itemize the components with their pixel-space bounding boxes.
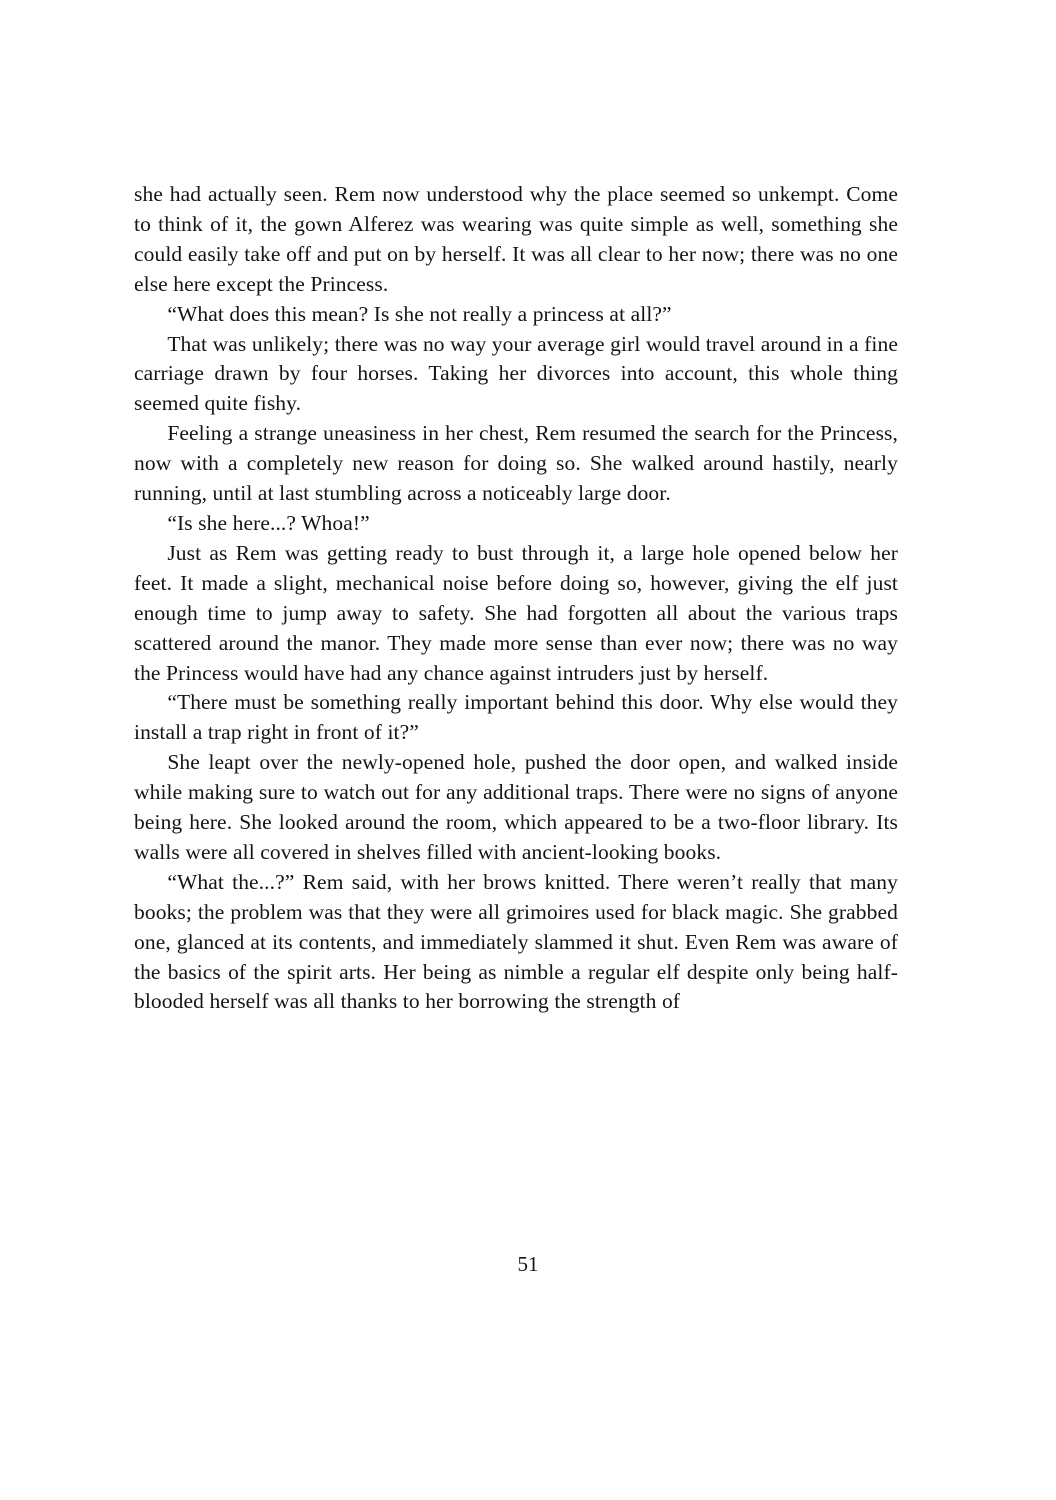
paragraph: She leapt over the newly-opened hole, pushed the door open, and walked inside while making sure to watch out for any additional traps. There were no signs of anyone being here. She looked around the room, which appeared to be a two-floor library. Its walls were all covered in shelves filled with ancient-looking books. [134, 750, 898, 864]
paragraph: That was unlikely; there was no way your average girl would travel around in a fine carriage drawn by four horses. Taking her divorces into account, this whole thing seemed quite fishy. [134, 331, 898, 416]
body-text [134, 180, 898, 1017]
paragraph: Just as Rem was getting ready to bust through it, a large hole opened below her feet. It made a slight, mechanical noise before doing so, however, giving the elf just enough time to jump away to safety. She had forgotten all about the various traps scattered around the manor. They made more sense than ever now; there was no way the Princess would have had any chance against intruders just by herself. [134, 540, 898, 685]
paragraph: “What the...?” Rem said, with her brows knitted. There weren’t really that many books; the problem was that they were all grimoires used for black magic. She grabbed one, glanced at its contents, and immediately slammed it shut. Even Rem was aware of the basics of the spirit arts. Her being as nimble a regular elf despite only being half-blooded herself was all thanks to her borrowing the strength of [134, 869, 898, 1014]
paragraph: “There must be something really important behind this door. Why else would they install a trap right in front of it?” [134, 690, 898, 745]
paragraph: “Is she here...? Whoa!” [167, 510, 370, 535]
paragraph: she had actually seen. Rem now understood why the place seemed so unkempt. Come to think of it, the gown Alferez was wearing was quite simple as well, something she could easily take off and put on by herself. It was all clear to her now; there was no one else here except the Princess. [134, 182, 898, 296]
page-number: 51 [517, 1252, 539, 1276]
paragraph: “What does this mean? Is she not really a princess at all?” [167, 301, 672, 326]
paragraph: Feeling a strange uneasiness in her chest, Rem resumed the search for the Princess, now with a completely new reason for doing so. She walked around hastily, nearly running, until at last stumbling across a noticeably large door. [134, 421, 898, 506]
